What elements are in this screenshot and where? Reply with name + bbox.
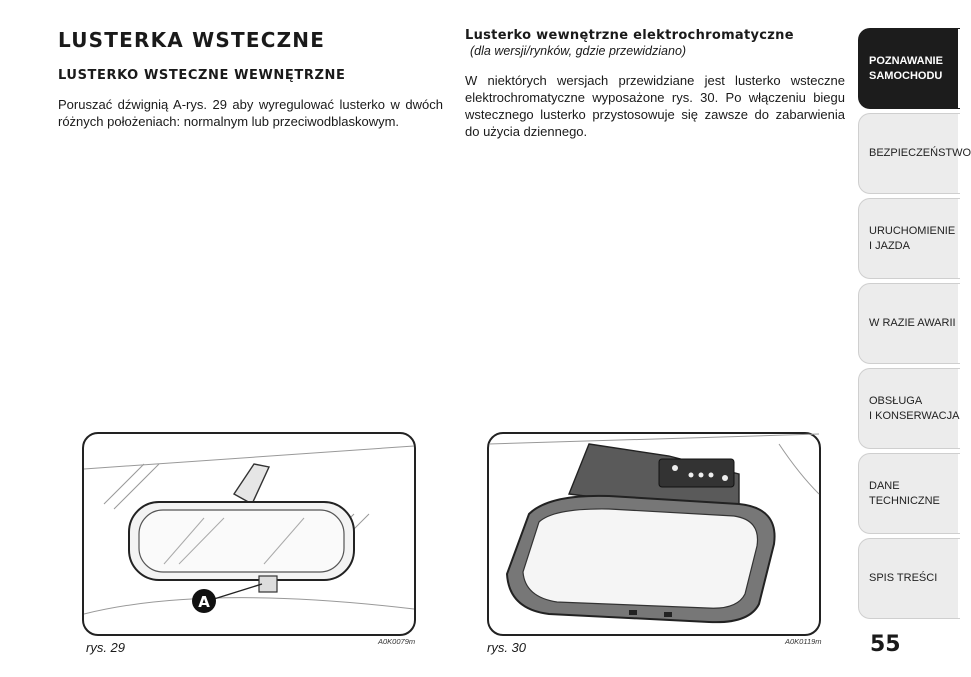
figure-29-code: A0K0079m xyxy=(378,637,416,646)
figure-29-caption: rys. 29 xyxy=(86,640,126,655)
subsection-title: LUSTERKO WSTECZNE WEWNĘTRZNE xyxy=(58,68,346,83)
figure-30-caption: rys. 30 xyxy=(487,640,527,655)
left-paragraph: Poruszać dźwignią A-rys. 29 aby wyregulować lusterko w dwóch różnych położeniach: normalnym lub przeciwodblaskowym. xyxy=(58,97,443,129)
figure-29 xyxy=(82,432,416,636)
page-number: 55 xyxy=(870,632,901,657)
electrochromic-mirror-illustration xyxy=(489,434,819,634)
right-paragraph: W niektórych wersjach przewidziane jest lusterko wsteczne elektrochromatyczne wyposażone rys. 30. Po włączeniu biegu wstecznego lusterko przystosowuje się zawsze do zabarwienia do użycia dziennego. xyxy=(465,73,845,139)
tab-obsluga-i-konserwacja[interactable]: OBSŁUGA I KONSERWACJA xyxy=(858,368,960,449)
availability-note: (dla wersji/rynków, gdzie przewidziano) xyxy=(470,44,687,58)
figure-30 xyxy=(487,432,821,636)
tab-w-razie-awarii[interactable]: W RAZIE AWARII xyxy=(858,283,960,364)
chapter-tabs xyxy=(858,28,971,623)
lever-callout-label: A xyxy=(198,593,210,611)
figure-30-code: A0K0119m xyxy=(785,637,822,646)
rearview-mirror-illustration xyxy=(84,434,414,634)
tab-poznawanie-samochodu[interactable]: POZNAWANIE SAMOCHODU xyxy=(858,28,960,109)
right-section-title: Lusterko wewnętrzne elektrochromatyczne xyxy=(465,28,794,43)
tab-bezpieczenstwo[interactable]: BEZPIECZEŃSTWO xyxy=(858,113,960,194)
section-title: LUSTERKA WSTECZNE xyxy=(58,28,326,52)
tab-spis-tresci[interactable]: SPIS TREŚCI xyxy=(858,538,960,619)
tab-dane-techniczne[interactable]: DANE TECHNICZNE xyxy=(858,453,960,534)
tab-uruchomienie-i-jazda[interactable]: URUCHOMIENIE I JAZDA xyxy=(858,198,960,279)
